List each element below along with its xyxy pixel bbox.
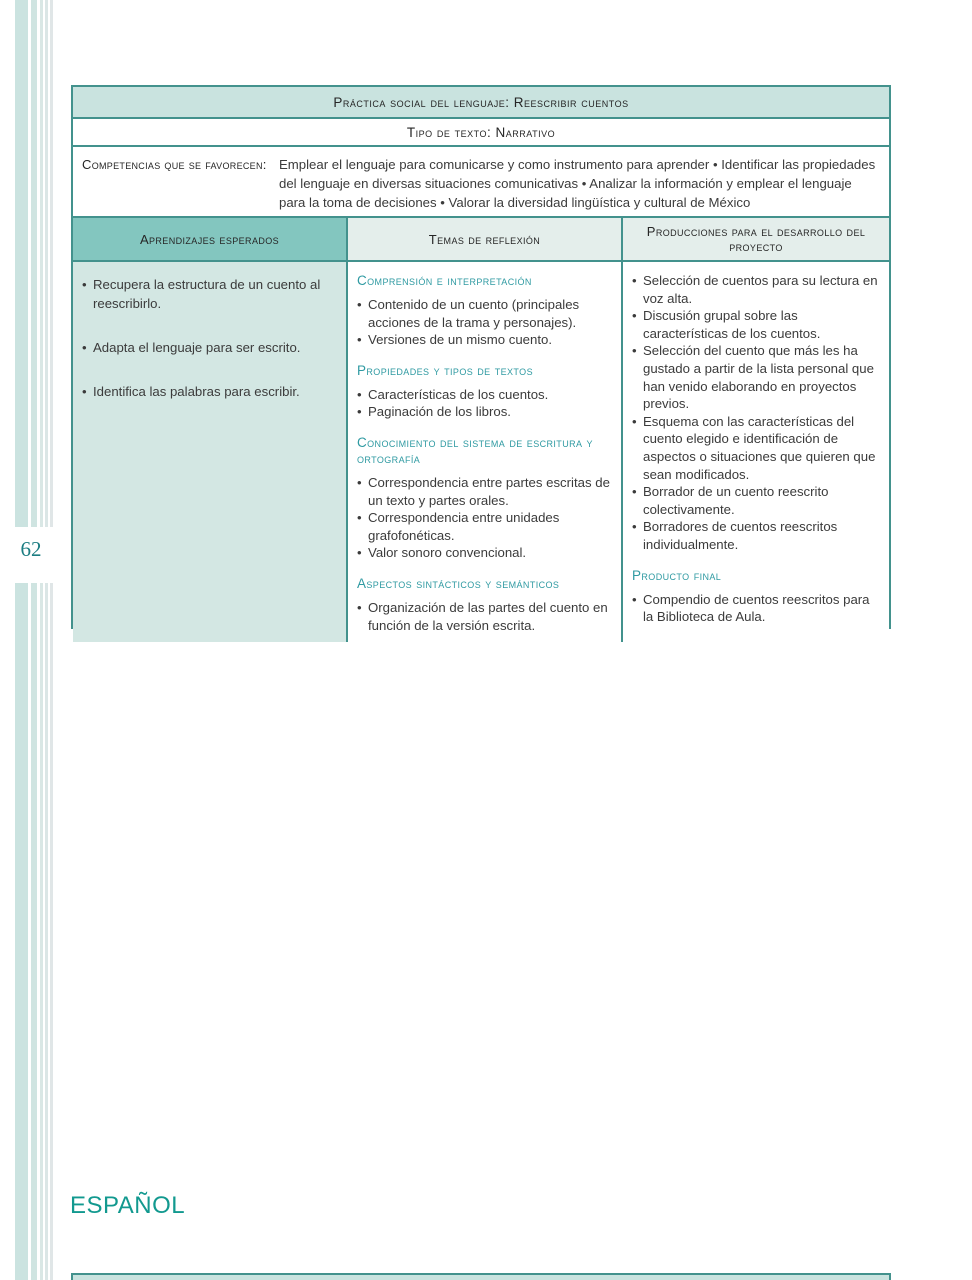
bullet-text: Organización de las partes del cuento en función de la versión escrita. (368, 599, 608, 633)
bullet-icon: • (82, 340, 87, 355)
column-headers-row (73, 216, 889, 260)
section-heading: Producto final (632, 567, 722, 583)
competencies-row (73, 145, 889, 216)
bullet-text: Selección del cuento que más les ha gustado a partir de la lista personal que han venido elaborando en proyectos previos. (643, 343, 874, 412)
bullet-icon: • (632, 273, 637, 288)
bullet-icon: • (632, 308, 637, 324)
bullet-item (357, 474, 613, 509)
section-heading: Aspectos sintácticos y semánticos (357, 575, 560, 591)
bullet-icon: • (357, 297, 362, 312)
bullet-item (632, 272, 881, 307)
bullet-icon: • (82, 277, 87, 292)
bullet-item (357, 296, 613, 331)
bullet-text: Versiones de un mismo cuento. (368, 332, 552, 348)
section-heading: Comprensión e interpretación (357, 273, 532, 288)
bullet-text: Esquema con las características del cuento elegido e identificación de aspectos o situaciones que quieren que sean modificados. (643, 413, 876, 482)
bullet-text: Identifica las palabras para escribir. (93, 384, 300, 399)
bullet-item (632, 342, 881, 412)
section-heading: Propiedades y tipos de textos (357, 362, 533, 378)
bullet-item (357, 403, 613, 421)
practice-label: Práctica social del lenguaje: Reescribir cuentos (333, 94, 629, 110)
column-body-aprendizajes (73, 262, 346, 642)
bullet-icon: • (632, 519, 637, 535)
competencies-label: Competencias que se favorecen: (82, 157, 267, 172)
bullet-text: Correspondencia entre unidades grafofonéticas. (368, 510, 560, 543)
table-body-row (73, 260, 889, 642)
competencies-text: Emplear el lenguaje para comunicarse y como instrumento para aprender • Identificar las propiedades del lenguaje en diversas situaciones comunicativas • Analizar la información y emplear el lenguaje para la toma de decisiones • Valorar la diversidad lingüística y cultural de México (279, 157, 876, 210)
section-heading: Conocimiento del sistema de escritura y ortografía (357, 434, 593, 466)
bullet-item (357, 509, 613, 544)
bullet-item (82, 382, 338, 401)
text-type-label: Tipo de texto: Narrativo (406, 124, 556, 140)
curriculum-table (71, 85, 891, 633)
bullet-icon: • (357, 599, 362, 615)
bullet-text: Borradores de cuentos reescritos individualmente. (643, 519, 838, 552)
bullet-icon: • (632, 591, 637, 607)
stripe-thin-1 (40, 0, 43, 1280)
column-body-temas (346, 262, 621, 642)
column-body-producciones (621, 262, 889, 642)
bullet-item (357, 386, 613, 404)
stripe-wide (15, 0, 28, 1280)
bullet-text: Contenido de un cuento (principales acciones de la trama y personajes). (368, 297, 580, 330)
bullet-item (357, 599, 613, 634)
bullet-text: Adapta el lenguaje para ser escrito. (93, 340, 301, 355)
bullet-icon: • (357, 386, 362, 402)
column-header-aprendizajes: Aprendizajes esperados (73, 218, 346, 260)
subject-footer: ESPAÑOL (70, 1192, 186, 1219)
stripe-medium (31, 0, 37, 1280)
column-header-temas: Temas de reflexión (346, 218, 621, 260)
next-table-top-edge (71, 1273, 891, 1280)
bullet-text: Recupera la estructura de un cuento al reescribirlo. (93, 277, 321, 311)
column-header-producciones: Producciones para el desarrollo del proyecto (621, 218, 889, 260)
bullet-item (357, 544, 613, 562)
stripe-thin-3 (50, 0, 53, 1280)
bullet-item (632, 483, 881, 518)
bullet-text: Compendio de cuentos reescritos para la Biblioteca de Aula. (643, 591, 870, 625)
bullet-icon: • (357, 545, 362, 561)
bullet-text: Paginación de los libros. (368, 404, 511, 420)
bullet-icon: • (632, 413, 637, 429)
bullet-text: Valor sonoro convencional. (368, 545, 527, 561)
bullet-icon: • (357, 332, 362, 348)
bullet-item (632, 413, 881, 483)
bullet-text: Correspondencia entre partes escritas de un texto y partes orales. (368, 474, 610, 508)
bullet-item (632, 307, 881, 342)
bullet-icon: • (357, 510, 362, 526)
bullet-icon: • (82, 384, 87, 399)
bullet-text: Borrador de un cuento reescrito colectivamente. (643, 484, 829, 517)
practice-band (73, 87, 889, 117)
bullet-item (82, 275, 338, 313)
bullet-icon: • (357, 404, 362, 420)
bullet-text: Características de los cuentos. (368, 386, 549, 402)
bullet-text: Selección de cuentos para su lectura en voz alta. (643, 273, 878, 306)
bullet-item (632, 591, 881, 626)
bullet-text: Discusión grupal sobre las características de los cuentos. (643, 308, 821, 341)
page-number: 62 (20, 537, 42, 561)
stripe-thin-2 (45, 0, 48, 1280)
bullet-icon: • (632, 484, 637, 500)
bullet-icon: • (632, 343, 637, 359)
text-type-band (73, 117, 889, 145)
bullet-icon: • (357, 474, 362, 490)
bullet-item (632, 518, 881, 553)
bullet-item (82, 338, 338, 357)
bullet-item (357, 331, 613, 349)
